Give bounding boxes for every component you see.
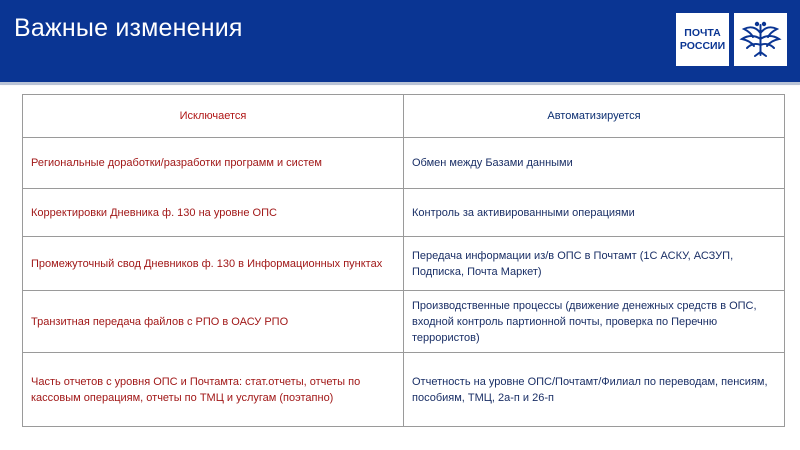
excluded-cell: Транзитная передача файлов с РПО в ОАСУ РПО [23, 291, 404, 353]
header-divider [0, 82, 800, 85]
slide-title: Важные изменения [14, 14, 243, 42]
russian-post-logo-text [676, 13, 729, 66]
excluded-cell: Часть отчетов с уровня ОПС и Почтамта: стат.отчеты, отчеты по кассовым операциям, отчеты по ТМЦ и услугам (поэтапно) [23, 353, 404, 427]
header-excluded: Исключается [23, 95, 404, 138]
automated-cell: Обмен между Базами данными [404, 138, 785, 189]
excluded-cell: Промежуточный свод Дневников ф. 130 в Информационных пунктах [23, 237, 404, 291]
table-row [23, 237, 785, 291]
automated-cell: Передача информации из/в ОПС в Почтамт (1С АСКУ, АСЗУП, Подписка, Почта Маркет) [404, 237, 785, 291]
automated-cell: Контроль за активированными операциями [404, 189, 785, 237]
table-row [23, 353, 785, 427]
automated-cell: Производственные процессы (движение денежных средств в ОПС, входной контроль партионной почты, проверка по Перечню террористов) [404, 291, 785, 353]
header-automated: Автоматизируется [404, 95, 785, 138]
logo-line-1: ПОЧТА [684, 26, 721, 39]
header-band [0, 0, 800, 82]
changes-table [22, 94, 785, 427]
excluded-cell: Корректировки Дневника ф. 130 на уровне ОПС [23, 189, 404, 237]
table-header-row [23, 95, 785, 138]
table-row [23, 291, 785, 353]
logo-line-2: РОССИИ [679, 39, 726, 52]
excluded-cell: Региональные доработки/разработки программ и систем [23, 138, 404, 189]
automated-cell: Отчетность на уровне ОПС/Почтамт/Филиал по переводам, пенсиям, пособиям, ТМЦ, 2а-п и 26-п [404, 353, 785, 427]
eagle-emblem-icon [734, 13, 787, 66]
table-row [23, 189, 785, 237]
table-row [23, 138, 785, 189]
